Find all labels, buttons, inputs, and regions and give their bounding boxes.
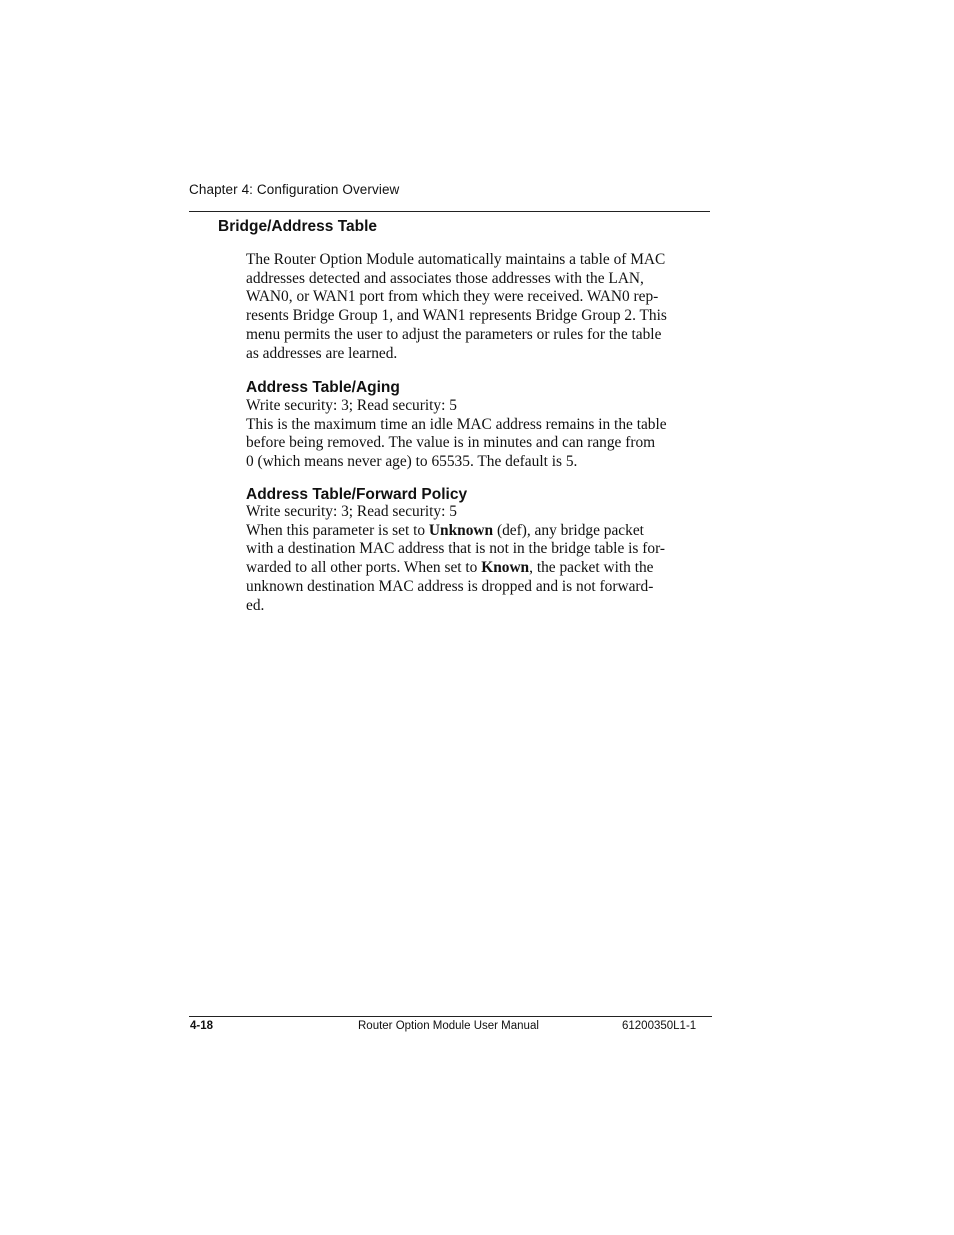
forward-policy-paragraph xyxy=(246,503,712,615)
forward-policy-line xyxy=(246,559,712,578)
intro-line: menu permits the user to adjust the parameters or rules for the table xyxy=(246,325,662,343)
aging-title: Address Table/Aging xyxy=(246,379,400,396)
text-run: (def), any bridge packet xyxy=(493,521,644,539)
intro-line: The Router Option Module automatically maintains a table of MAC xyxy=(246,251,666,268)
known-term: Known xyxy=(481,559,530,577)
text-run: , the packet with the xyxy=(529,559,654,577)
text-run: warded to all other ports. When set to xyxy=(246,559,482,577)
forward-policy-line: ed. xyxy=(246,596,265,614)
forward-policy-title: Address Table/Forward Policy xyxy=(246,486,468,503)
intro-line: resents Bridge Group 1, and WAN1 represents Bridge Group 2. This xyxy=(246,307,667,325)
intro-paragraph xyxy=(246,251,712,363)
forward-policy-security: Write security: 3; Read security: 5 xyxy=(246,503,457,520)
header-rule xyxy=(189,211,710,212)
footer-rule xyxy=(189,1016,712,1017)
intro-line: addresses detected and associates those addresses with the LAN, xyxy=(246,269,644,287)
forward-policy-line: unknown destination MAC address is dropped and is not forward- xyxy=(246,577,654,595)
footer-manual-title: Router Option Module User Manual xyxy=(358,1020,539,1032)
aging-line: 0 (which means never age) to 65535. The default is 5. xyxy=(246,453,578,471)
forward-policy-line: with a destination MAC address that is not in the bridge table is for- xyxy=(246,540,666,558)
footer-page-number: 4-18 xyxy=(190,1020,214,1032)
forward-policy-line xyxy=(246,522,712,541)
running-head: Chapter 4: Configuration Overview xyxy=(189,182,400,197)
aging-security: Write security: 3; Read security: 5 xyxy=(246,397,457,414)
unknown-term: Unknown xyxy=(428,521,494,539)
section-title: Bridge/Address Table xyxy=(218,218,378,235)
text-run: When this parameter is set to xyxy=(246,521,429,539)
intro-line: WAN0, or WAN1 port from which they were received. WAN0 rep- xyxy=(246,288,659,306)
aging-line: This is the maximum time an idle MAC address remains in the table xyxy=(246,415,667,433)
aging-paragraph xyxy=(246,397,712,472)
intro-line: as addresses are learned. xyxy=(246,344,398,362)
aging-line: before being removed. The value is in minutes and can range from xyxy=(246,434,656,452)
footer-doc-number: 61200350L1-1 xyxy=(622,1020,697,1032)
